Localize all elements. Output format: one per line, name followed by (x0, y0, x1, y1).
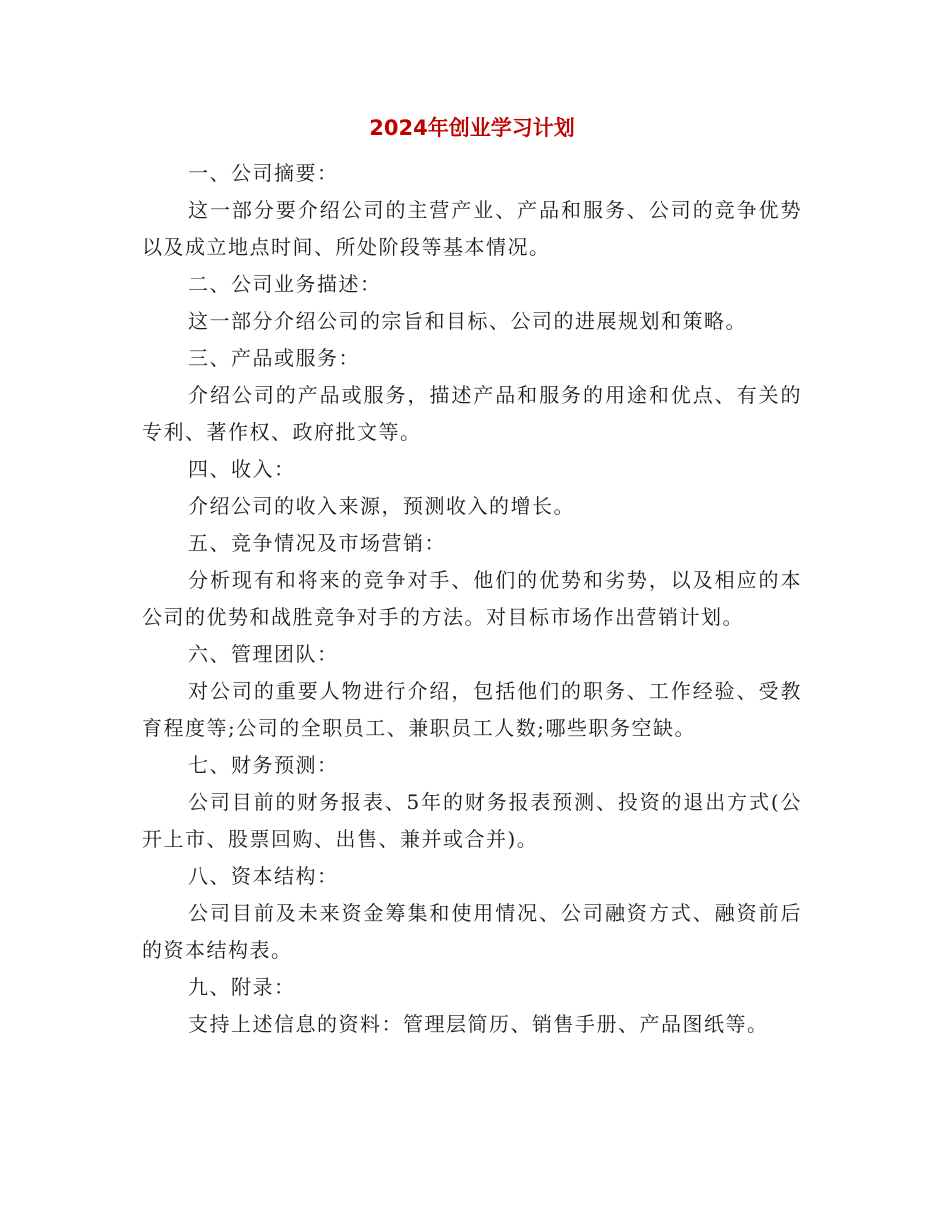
section-body-business: 这一部分介绍公司的宗旨和目标、公司的进展规划和策略。 (188, 309, 747, 333)
section-body-team: 对公司的重要人物进行介绍，包括他们的职务、工作经验、受教育程度等;公司的全职员工、兼职员工人数;哪些职务空缺。 (142, 679, 802, 740)
section-heading-income: 四、收入： (188, 457, 296, 481)
section-body-products: 介绍公司的产品或服务，描述产品和服务的用途和优点、有关的专利、著作权、政府批文等。 (142, 383, 802, 444)
section-heading-appendix: 九、附录： (188, 975, 296, 999)
section-heading-team: 六、管理团队： (188, 642, 339, 666)
section-body-finance: 公司目前的财务报表、5年的财务报表预测、投资的退出方式(公开上市、股票回购、出售、兼并或合并)。 (142, 790, 802, 851)
document-page (142, 108, 802, 1043)
section-body-appendix: 支持上述信息的资料：管理层简历、销售手册、产品图纸等。 (188, 1012, 769, 1036)
section-body-income: 介绍公司的收入来源，预测收入的增长。 (188, 494, 575, 518)
section-heading-capital: 八、资本结构： (188, 864, 339, 888)
section-body-summary: 这一部分要介绍公司的主营产业、产品和服务、公司的竞争优势以及成立地点时间、所处阶段等基本情况。 (142, 198, 802, 259)
section-body-competition: 分析现有和将来的竞争对手、他们的优势和劣势，以及相应的本公司的优势和战胜竞争对手的方法。对目标市场作出营销计划。 (142, 568, 802, 629)
section-heading-summary: 一、公司摘要： (188, 161, 339, 185)
section-heading-products: 三、产品或服务： (188, 346, 360, 370)
section-heading-competition: 五、竞争情况及市场营销： (188, 531, 446, 555)
document-title: 2024年创业学习计划 (369, 116, 575, 140)
section-heading-finance: 七、财务预测： (188, 753, 339, 777)
section-heading-business: 二、公司业务描述： (188, 272, 382, 296)
section-body-capital: 公司目前及未来资金筹集和使用情况、公司融资方式、融资前后的资本结构表。 (142, 901, 802, 962)
